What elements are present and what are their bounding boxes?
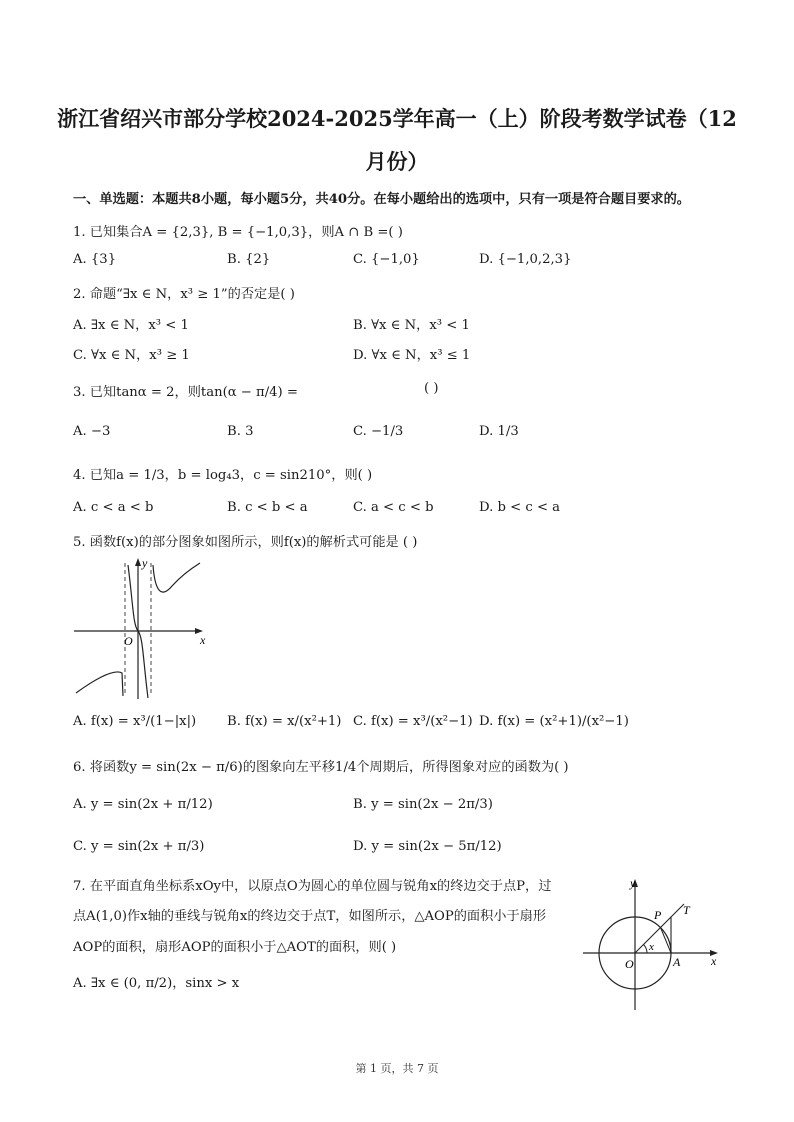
angle-arc [644,945,648,954]
section-heading: 一、单选题：本题共8小题，每小题5分，共40分。在每小题给出的选项中，只有一项是符合题目要求的。 [73,192,690,207]
q1-option-c[interactable]: C. {−1,0} [353,252,420,267]
q3-option-b[interactable]: B. 3 [227,424,254,439]
q3-answer-paren: ( ) [424,381,439,396]
q5-option-c[interactable]: C. f(x) = x³/(x²−1) [353,714,473,729]
question-1-stem: 1. 已知集合A = {2,3}, B = {−1,0,3}，则A ∩ B =( ) [73,225,403,240]
q6-option-a[interactable]: A. y = sin(2x + π/12) [73,797,213,812]
q3-option-d[interactable]: D. 1/3 [479,424,519,439]
q6-option-d[interactable]: D. y = sin(2x − 5π/12) [353,839,502,854]
graph-curve-left [76,672,123,696]
point-p-label: P [654,908,662,922]
question-4-stem: 4. 已知a = 1/3，b = log₄3，c = sin210°，则( ) [73,468,373,483]
angle-x-label: x [649,941,654,953]
question-6-stem: 6. 将函数y = sin(2x − π/6)的图象向左平移1/4个周期后，所得图象对应的函数为( ) [73,760,569,775]
q1-option-d[interactable]: D. {−1,0,2,3} [479,252,572,267]
q4-option-a[interactable]: A. c < a < b [73,500,154,515]
q2-option-a[interactable]: A. ∃x ∈ N，x³ < 1 [73,318,189,333]
question-2-stem: 2. 命题“∃x ∈ N，x³ ≥ 1”的否定是( ) [73,287,295,302]
graph-origin-label: O [124,634,133,648]
q6-option-b[interactable]: B. y = sin(2x − 2π/3) [353,797,493,812]
exam-title-line1: 浙江省绍兴市部分学校2024-2025学年高一（上）阶段考数学试卷（12 [57,106,737,131]
point-a-label: A [673,955,681,969]
q7-option-a[interactable]: A. ∃x ∈ (0, π/2)，sinx > x [73,976,240,991]
q3-option-c[interactable]: C. −1/3 [353,424,404,439]
q2-option-b[interactable]: B. ∀x ∈ N，x³ < 1 [353,318,470,333]
page-footer: 第 1 页，共 7 页 [355,1062,439,1075]
question-7-stem-line3: AOP的面积，扇形AOP的面积小于△AOT的面积，则( ) [73,940,397,955]
q5-option-d[interactable]: D. f(x) = (x²+1)/(x²−1) [479,714,629,729]
exam-title-line2: 月份） [365,149,429,174]
point-t-label: T [683,903,690,917]
q1-option-a[interactable]: A. {3} [73,252,117,267]
q2-option-c[interactable]: C. ∀x ∈ N，x³ ≥ 1 [73,348,190,363]
circle-y-label: y [630,876,636,890]
graph-y-arrow [135,558,141,566]
circle-x-label: x [711,954,717,968]
circle-origin-label: O [625,957,634,971]
graph-curve-right [153,563,200,592]
q4-option-b[interactable]: B. c < b < a [227,500,308,515]
q4-option-d[interactable]: D. b < c < a [479,500,561,515]
question-7-stem-line2: 点A(1,0)作x轴的垂线与锐角x的终边交于点T，如图所示，△AOP的面积小于扇形 [73,909,547,924]
question-7-stem-line1: 7. 在平面直角坐标系xOy中，以原点O为圆心的单位圆与锐角x的终边交于点P，过 [73,879,552,894]
q2-option-d[interactable]: D. ∀x ∈ N，x³ ≤ 1 [353,348,471,363]
q5-option-b[interactable]: B. f(x) = x/(x²+1) [227,714,342,729]
function-graph-figure [70,553,215,701]
q5-option-a[interactable]: A. f(x) = x³/(1−|x|) [73,714,197,729]
q1-option-b[interactable]: B. {2} [227,252,271,267]
q3-option-a[interactable]: A. −3 [73,424,111,439]
q6-option-c[interactable]: C. y = sin(2x + π/3) [73,839,205,854]
unit-circle-figure [578,872,728,1012]
graph-y-label: y [142,556,148,570]
question-3-stem: 3. 已知tanα = 2，则tan(α − π/4) = [73,385,298,400]
chord-pa [661,928,672,954]
question-5-stem: 5. 函数f(x)的部分图象如图所示，则f(x)的解析式可能是 ( ) [73,535,418,550]
graph-x-label: x [200,633,206,647]
q4-option-c[interactable]: C. a < c < b [353,500,434,515]
